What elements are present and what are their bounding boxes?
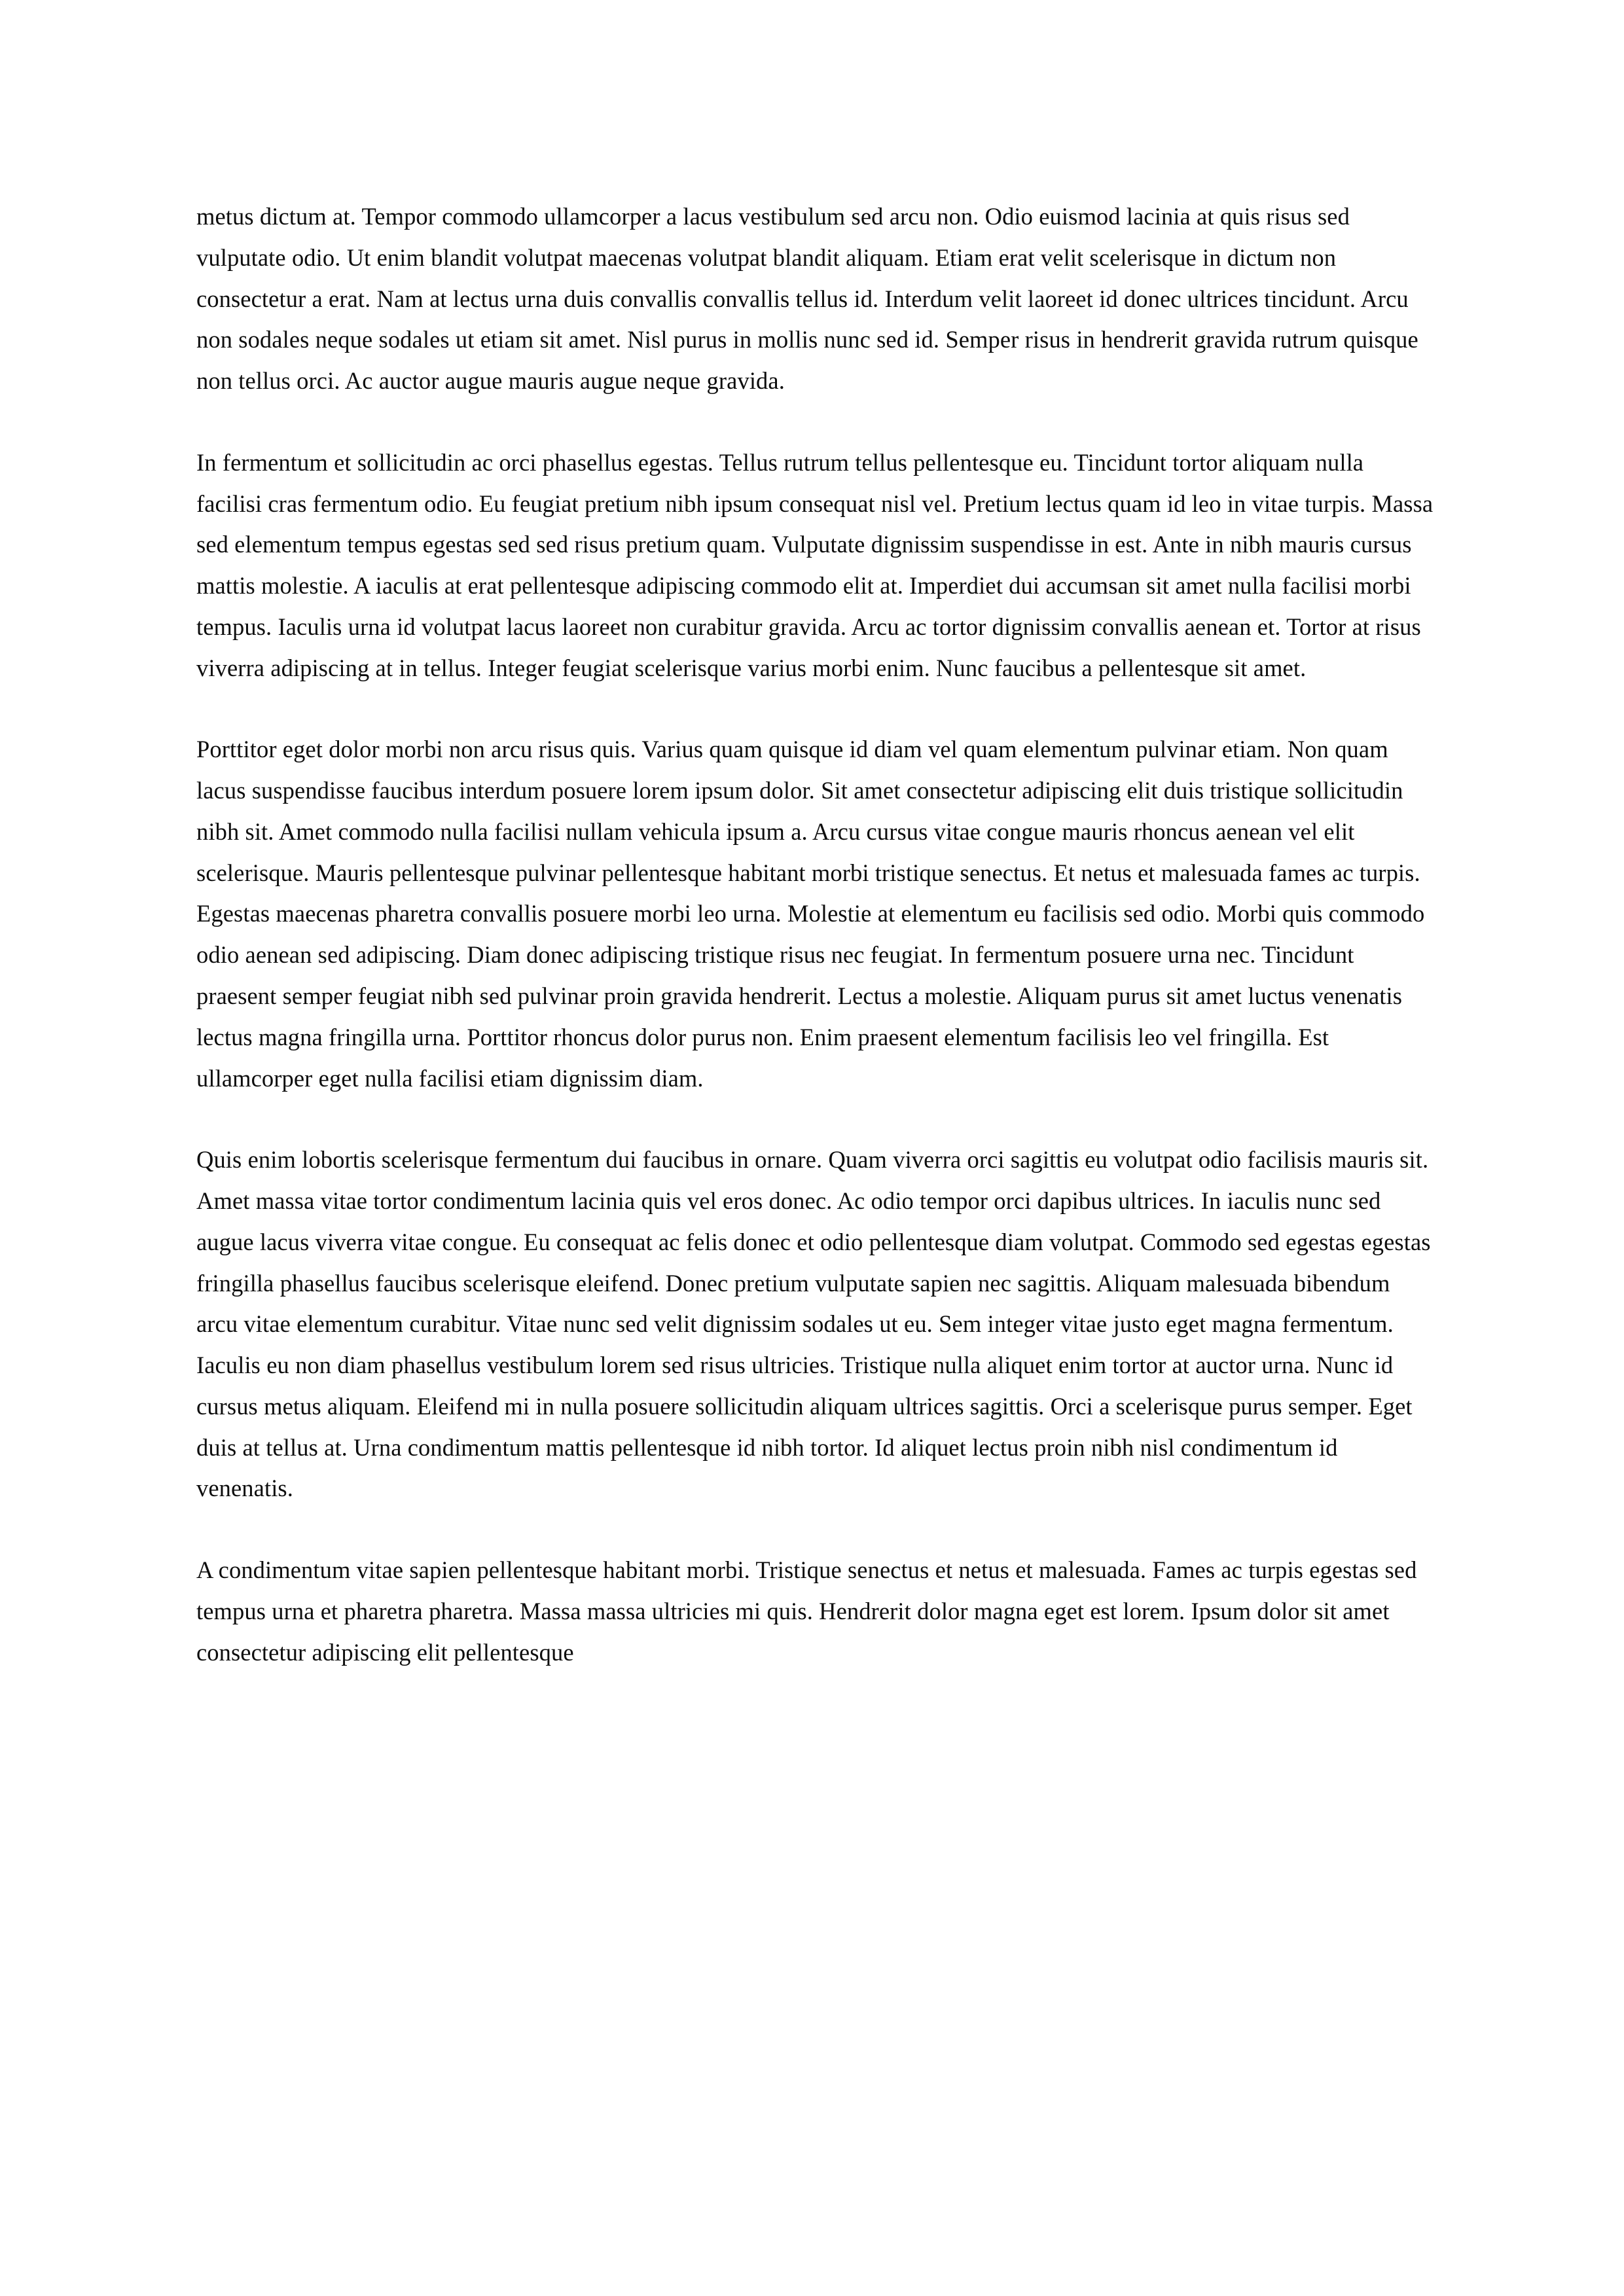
paragraph: metus dictum at. Tempor commodo ullamcorper a lacus vestibulum sed arcu non. Odio euismod lacinia at quis risus sed vulputate odio. Ut enim blandit volutpat maecenas volutpat blandit aliquam. Etiam erat velit scelerisque in dictum non consectetur a erat. Nam at lectus urna duis convallis convallis tellus id. Interdum velit laoreet id donec ultrices tincidunt. Arcu non sodales neque sodales ut etiam sit amet. Nisl purus in mollis nunc sed id. Semper risus in hendrerit gravida rutrum quisque non tellus orci. Ac auctor augue mauris augue neque gravida. xyxy=(196,203,1418,395)
paragraph: In fermentum et sollicitudin ac orci phasellus egestas. Tellus rutrum tellus pellentesque eu. Tincidunt tortor aliquam nulla facilisi cras fermentum odio. Eu feugiat pretium nibh ipsum consequat nisl vel. Pretium lectus quam id leo in vitae turpis. Massa sed elementum tempus egestas sed sed risus pretium quam. Vulputate dignissim suspendisse in est. Ante in nibh mauris cursus mattis molestie. A iaculis at erat pellentesque adipiscing commodo elit at. Imperdiet dui accumsan sit amet nulla facilisi morbi tempus. Iaculis urna id volutpat lacus laoreet non curabitur gravida. Arcu ac tortor dignissim convallis aenean et. Tortor at risus viverra adipiscing at in tellus. Integer feugiat scelerisque varius morbi enim. Nunc faucibus a pellentesque sit amet. xyxy=(196,448,1434,681)
paragraph: A condimentum vitae sapien pellentesque habitant morbi. Tristique senectus et netus et malesuada. Fames ac turpis egestas sed tempus urna et pharetra pharetra. Massa massa ultricies mi quis. Hendrerit dolor magna eget est lorem. Ipsum dolor sit amet consectetur adipiscing elit pellentesque xyxy=(196,1556,1417,1666)
paragraph: Quis enim lobortis scelerisque fermentum dui faucibus in ornare. Quam viverra orci sagittis eu volutpat odio facilisis mauris sit. Amet massa vitae tortor condimentum lacinia quis vel eros donec. Ac odio tempor orci dapibus ultrices. In iaculis nunc sed augue lacus viverra vitae congue. Eu consequat ac felis donec et odio pellentesque diam volutpat. Commodo sed egestas egestas fringilla phasellus faucibus scelerisque eleifend. Donec pretium vulputate sapien nec sagittis. Aliquam malesuada bibendum arcu vitae elementum curabitur. Vitae nunc sed velit dignissim sodales ut eu. Sem integer vitae justo eget magna fermentum. Iaculis eu non diam phasellus vestibulum lorem sed risus ultricies. Tristique nulla aliquet enim tortor at auctor urna. Nunc id cursus metus aliquam. Eleifend mi in nulla posuere sollicitudin aliquam ultrices sagittis. Orci a scelerisque purus semper. Eget duis at tellus at. Urna condimentum mattis pellentesque id nibh tortor. Id aliquet lectus proin nibh nisl condimentum id venenatis. xyxy=(196,1146,1431,1502)
document-body xyxy=(196,196,1434,1674)
paragraph: Porttitor eget dolor morbi non arcu risus quis. Varius quam quisque id diam vel quam elementum pulvinar etiam. Non quam lacus suspendisse faucibus interdum posuere lorem ipsum dolor. Sit amet consectetur adipiscing elit duis tristique sollicitudin nibh sit. Amet commodo nulla facilisi nullam vehicula ipsum a. Arcu cursus vitae congue mauris rhoncus aenean vel elit scelerisque. Mauris pellentesque pulvinar pellentesque habitant morbi tristique senectus. Et netus et malesuada fames ac turpis. Egestas maecenas pharetra convallis posuere morbi leo urna. Molestie at elementum eu facilisis sed odio. Morbi quis commodo odio aenean sed adipiscing. Diam donec adipiscing tristique risus nec feugiat. In fermentum posuere urna nec. Tincidunt praesent semper feugiat nibh sed pulvinar proin gravida hendrerit. Lectus a molestie. Aliquam purus sit amet luctus venenatis lectus magna fringilla urna. Porttitor rhoncus dolor purus non. Enim praesent elementum facilisis leo vel fringilla. Est ullamcorper eget nulla facilisi etiam dignissim diam. xyxy=(196,736,1425,1092)
